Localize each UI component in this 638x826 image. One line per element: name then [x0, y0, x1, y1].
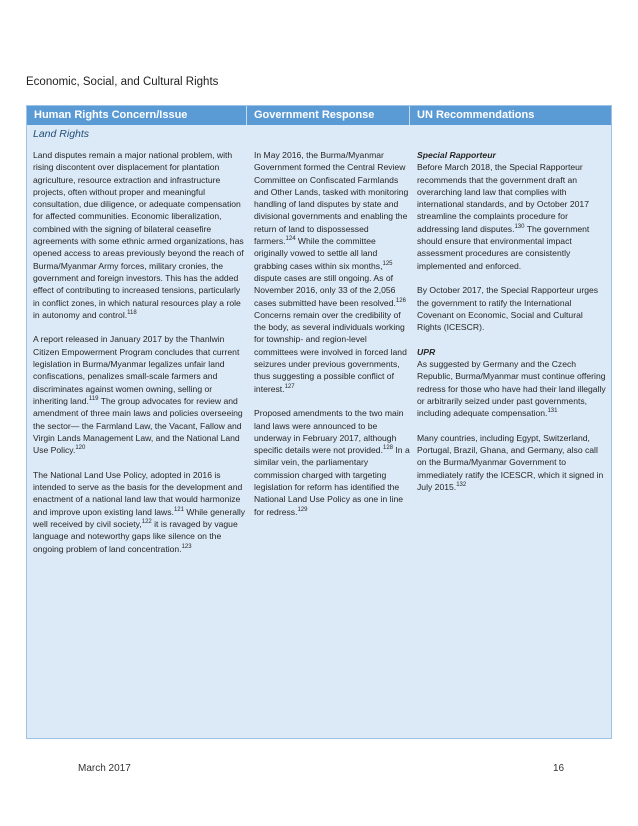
footnote-ref[interactable]: 123: [181, 543, 192, 550]
footnote-ref[interactable]: 128: [382, 445, 393, 452]
footnote-ref[interactable]: 125: [382, 260, 393, 267]
response-paragraph-1: In May 2016, the Burma/Myanmar Government formed the Central Review Committee on Confiscated Farmlands and Other Lands, tasked with monitoring handling of land disputes by state and divisional governments and enabling the return of land to dispossessed farmers.$^{124}$ While the committee originally vowed to settle all land grabbing cases within six months,$^{125}$ dispute cases are still ongoing. As of November 2016, only 33 of the 2,056 cases submitted have been resolved.$^{126}$ Concerns remain over the credibility of the body, as several individuals working for township- and region-level committees were involved in forced land seizures under previous governments, thus suggesting a possible conflict of interest.$^{127}$: [254, 150, 409, 394]
recommendation-paragraph-4: Many countries, including Egypt, Switzerland, Portugal, Brazil, Ghana, and Germany, also call on the Burma/Myanmar Government to immediately ratify the ICESCR, which it signed in July 2015.$^{132}$: [417, 432, 604, 493]
table-body: [27, 149, 611, 738]
header-government-response: Government Response: [247, 106, 410, 125]
response-paragraph-2: Proposed amendments to the two main land laws were announced to be underway in February 2017, although specific details were not provided.$^{128}$ In a similar vein, the parliamentary commission charged with targeting legislation for reform has identified the National Land Use Policy as one in line for redress.$^{129}$: [254, 408, 410, 517]
concern-column: [33, 149, 247, 567]
footnote-ref[interactable]: 127: [284, 383, 295, 390]
header-concern: Human Rights Concern/Issue: [27, 106, 247, 125]
footnote-ref[interactable]: 118: [127, 310, 137, 316]
footnote-ref[interactable]: 130: [514, 223, 525, 230]
recommendation-paragraph-3: As suggested by Germany and the Czech Republic, Burma/Myanmar must continue offering redress for those who have had their land illegally or arbitrarily seized under past governments, including adequate compensation.$^{131}$: [417, 359, 606, 419]
section-title: Economic, Social, and Cultural Rights: [26, 76, 219, 88]
special-rapporteur-heading: Special Rapporteur: [417, 150, 496, 160]
subheader-land-rights: Land Rights: [33, 128, 90, 140]
footnote-ref[interactable]: 120: [75, 445, 86, 452]
table-header: [27, 106, 611, 125]
un-recommendations-column: [417, 149, 607, 506]
upr-heading: UPR: [417, 346, 436, 357]
footnote-ref[interactable]: 124: [285, 236, 296, 243]
footnote-ref[interactable]: 131: [547, 408, 558, 415]
footnote-ref[interactable]: 132: [456, 482, 467, 489]
concern-paragraph-3: The National Land Use Policy, adopted in 2016 is intended to serve as the basis for the development and enactment of a national land law that would harmonize and improve upon existing land laws.$^{121}$ While generally well received by civil society,$^{122}$ it is ravaged by vague language and noteworthy gaps like silence on the ongoing problem of land concentration.$^{123}$: [33, 469, 246, 554]
government-response-column: [254, 149, 410, 530]
recommendation-paragraph-1: Before March 2018, the Special Rapporteur recommends that the government draft an overarching land law that complies with international standards, and by October 2017 streamline the complaints procedure for addressing land disputes.$^{130}$ The government should ensure that environmental impact assessment procedures are consistently implemented and enforced.: [417, 162, 590, 271]
footnote-ref[interactable]: 119: [88, 396, 99, 403]
footnote-ref[interactable]: 126: [395, 297, 406, 304]
rights-table: [26, 105, 612, 739]
page-number: 16: [553, 763, 565, 774]
footer-date: March 2017: [78, 763, 131, 774]
recommendation-paragraph-2: By October 2017, the Special Rapporteur urges the government to ratify the International Covenant on Economic, Social and Cultural Rights (ICESCR).: [417, 285, 599, 333]
footnote-ref[interactable]: 129: [297, 506, 308, 513]
concern-paragraph-2: A report released in January 2017 by the Thanlwin Citizen Empowerment Program concludes that current legislation in Burma/Myanmar legalizes unfair land confiscations, penalizes small-scale farmers and discriminates against women owning, selling or inheriting land.$^{119}$ The group advocates for review and amendment of three main laws and policies overseeing the sector— the Farmland Law, the Vacant, Fallow and Virgin Lands Management Law, and the National Land Use Policy.$^{120}$: [33, 334, 243, 456]
footnote-ref[interactable]: 121: [173, 506, 184, 513]
concern-paragraph-1: Land disputes remain a major national problem, with rising discontent over displacement for plantation agriculture, resource extraction and infrastructure projects, often without proper and meaningful consultation, due diligence, or adequate compensation for affected communities. Economic liberalization, combined with the signing of bilateral ceasefire agreements with some ethnic armed organizations, has opened access to areas previously beyond the reach of Burma/Myanmar Army forces, military cronies, the government and foreign investors. This has the added effect of contributing to increased tensions, particularly in conflict zones, in which natural resources play a role in autonomy and control.$^{118}$: [33, 150, 244, 320]
header-un-recommendations: UN Recommendations: [417, 109, 535, 121]
footnote-ref[interactable]: 122: [141, 519, 152, 526]
